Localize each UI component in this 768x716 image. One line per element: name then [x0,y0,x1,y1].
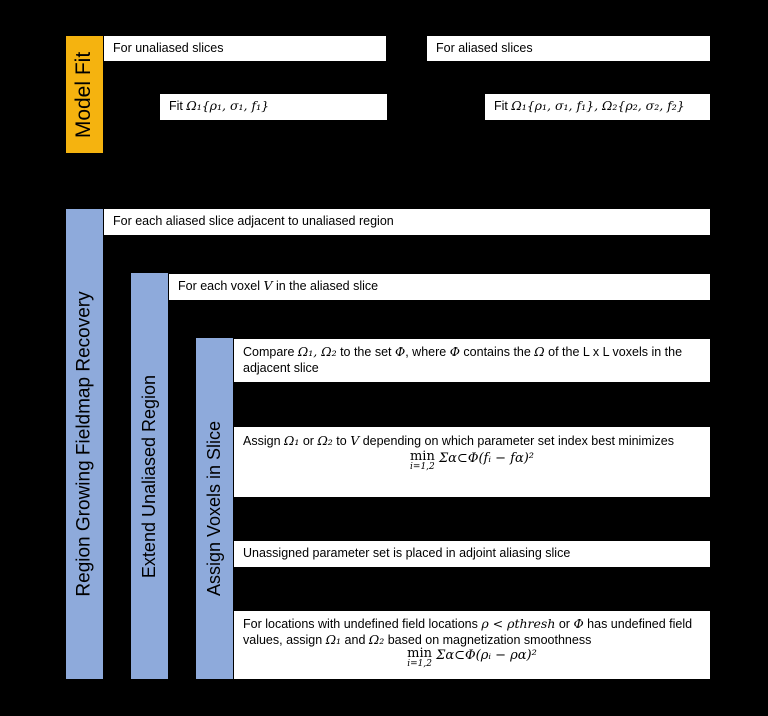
compare-text-e: of the L x L voxels in the adjacent slice [243,345,683,375]
assign-equation [243,451,701,473]
assign-text-a: Assign [243,434,284,448]
compare-text-d: contains the [459,345,535,359]
assign-voxels-label: Assign Voxels in Slice [204,420,224,597]
compare-text-a: Compare [243,345,298,359]
undef-phi: Φ [573,616,584,631]
region-growing-label: Region Growing Fieldmap Recovery [73,291,95,597]
unassigned-text: Unassigned parameter set is placed in adjoint aliasing slice [243,546,571,560]
assign-omega-2: Ω₂ [317,433,333,448]
unaliased-slices-box [104,36,386,61]
compare-phi-2: Φ [449,344,460,359]
assign-voxel-var: V [350,433,360,448]
adjacent-slice-box [104,209,710,235]
compare-box [234,339,710,382]
compare-omega: Ω [534,344,545,359]
adjacent-slice-text: For each aliased slice adjacent to unaliased region [113,214,394,228]
compare-text-c: , where [405,345,450,359]
undef-text-e: based on magnetization smoothness [384,633,592,647]
unaliased-slices-text: For unaliased slices [113,41,224,55]
undef-text-b: or [555,617,574,631]
undef-text-c: has undefined field values, assign [243,617,693,647]
region-growing-bar [66,209,103,679]
undef-equation [243,648,701,670]
fit-aliased-prefix: Fit [494,99,512,113]
undef-eq-sub: i=1,2 [407,659,432,669]
assign-box [234,427,710,497]
compare-text-b: to the set [336,345,395,359]
assign-omega-1: Ω₁ [284,433,300,448]
extend-unaliased-bar [131,273,168,679]
undef-omega-1: Ω₁ [325,632,342,647]
voxel-variable: V [263,278,273,293]
assign-text-c: to [332,434,351,448]
each-voxel-box [169,274,710,300]
assign-text-d: depending on which parameter set index best minimizes [359,434,674,448]
fit-unaliased-box [160,94,387,120]
undef-text-d: and [341,633,369,647]
undef-rho-threshold: ρ < ρthresh [481,616,556,631]
assign-eq-body: Σα⊂Φ(fᵢ − fα)² [434,451,535,466]
assign-eq-sub: i=1,2 [410,462,435,472]
assign-eq-min: min [409,449,435,464]
fit-unaliased-prefix: Fit [169,99,187,113]
fit-aliased-box [485,94,710,120]
each-voxel-prefix: For each voxel [178,279,264,293]
undefined-field-box [234,611,710,679]
aliased-slices-text: For aliased slices [436,41,533,55]
unassigned-box [234,541,710,567]
assign-voxels-bar [196,338,233,679]
assign-text-b: or [299,434,318,448]
compare-omegas: Ω₁, Ω₂ [297,344,337,359]
undef-eq-body: Σα⊂Φ(ρᵢ − ρα)² [432,648,537,663]
extend-unaliased-label: Extend Unaliased Region [139,374,160,578]
compare-phi: Φ [394,344,406,359]
aliased-slices-box [427,36,710,61]
fit-unaliased-math: Ω₁{ρ₁, σ₁, f₁} [186,98,270,113]
undef-eq-min: min [407,646,432,661]
model-fit-label: Model Fit [72,51,96,138]
model-fit-bar [66,36,103,153]
undef-omega-2: Ω₂ [368,632,385,647]
fit-aliased-math: Ω₁{ρ₁, σ₁, f₁}, Ω₂{ρ₂, σ₂, f₂} [511,98,685,113]
each-voxel-suffix: in the aliased slice [272,279,379,293]
undef-text-a: For locations with undefined field locations [243,617,482,631]
